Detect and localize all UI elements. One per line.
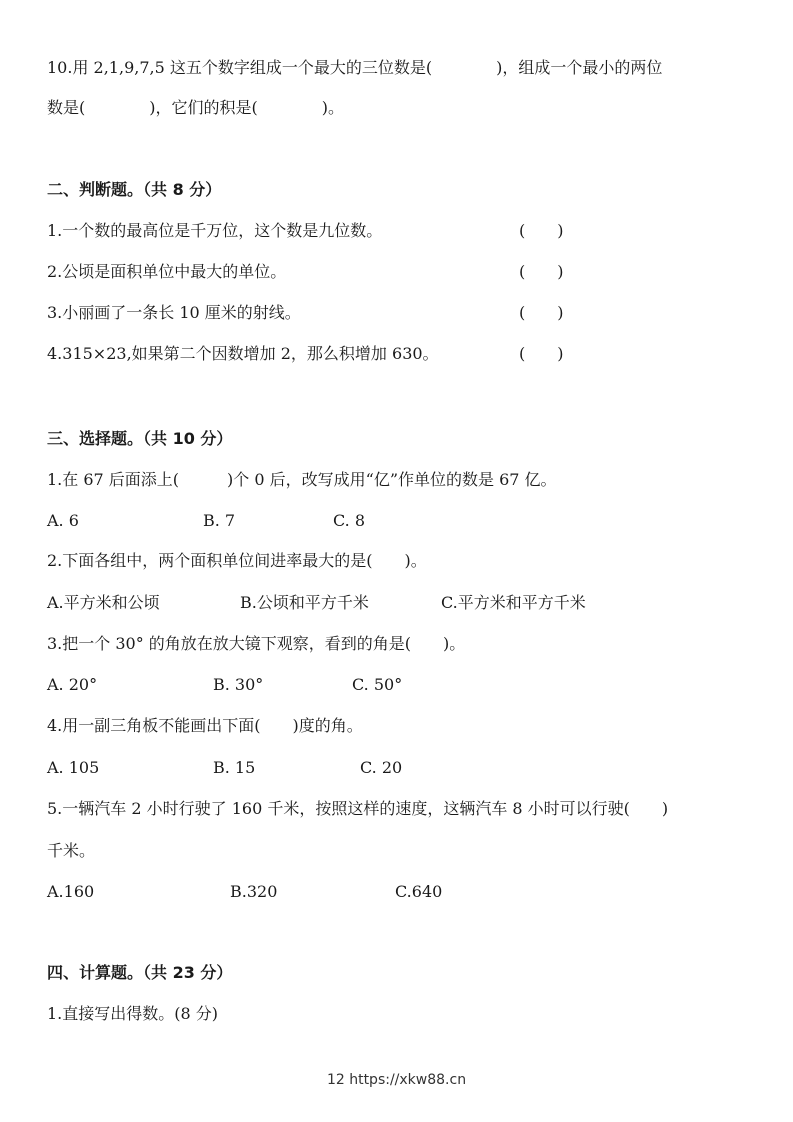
- choice-q2: 2.下面各组中，两个面积单位间进率最大的是( )。: [47, 551, 427, 570]
- choice-q5-option-b: B.320: [230, 882, 278, 901]
- choice-q5-line1: 5.一辆汽车 2 小时行驶了 160 千米，按照这样的速度，这辆汽车 8 小时可以行驶( ): [47, 799, 669, 818]
- choice-q1-option-a: A. 6: [47, 511, 79, 530]
- choice-q4-option-c: C. 20: [360, 758, 403, 777]
- choice-q2-option-a: A.平方米和公顷: [47, 593, 160, 612]
- section-calc-title: 四、计算题。（共 23 分）: [47, 963, 233, 982]
- choice-q1: 1.在 67 后面添上( )个 0 后，改写成用“亿”作单位的数是 67 亿。: [47, 470, 557, 489]
- choice-q3-option-c: C. 50°: [352, 675, 403, 694]
- choice-q4: 4.用一副三角板不能画出下面( )度的角。: [47, 716, 363, 735]
- judge-item-4: 4.315×23,如果第二个因数增加 2，那么积增加 630。: [47, 344, 439, 363]
- judge-answer-2: ( ): [519, 262, 564, 281]
- judge-item-1: 1.一个数的最高位是千万位，这个数是九位数。: [47, 221, 383, 240]
- section-choice-title: 三、选择题。（共 10 分）: [47, 429, 233, 448]
- judge-answer-3: ( ): [519, 303, 564, 322]
- q10-line1: 10.用 2,1,9,7,5 这五个数字组成一个最大的三位数是( )，组成一个最小的两位: [47, 58, 663, 77]
- choice-q5-option-c: C.640: [395, 882, 443, 901]
- judge-item-3: 3.小丽画了一条长 10 厘米的射线。: [47, 303, 301, 322]
- section-judge-title: 二、判断题。（共 8 分）: [47, 180, 222, 199]
- choice-q3-option-a: A. 20°: [47, 675, 98, 694]
- choice-q4-option-a: A. 105: [47, 758, 100, 777]
- judge-answer-4: ( ): [519, 344, 564, 363]
- choice-q1-option-b: B. 7: [203, 511, 236, 530]
- choice-q5-line2: 千米。: [47, 841, 96, 860]
- page-footer: 12 https://xkw88.cn: [326, 1072, 467, 1088]
- judge-item-2: 2.公顷是面积单位中最大的单位。: [47, 262, 287, 281]
- calc-q1: 1.直接写出得数。(8 分): [47, 1004, 219, 1023]
- choice-q3-option-b: B. 30°: [213, 675, 264, 694]
- choice-q3: 3.把一个 30° 的角放在放大镜下观察，看到的角是( )。: [47, 634, 466, 653]
- q10-line2: 数是( )，它们的积是( )。: [47, 98, 344, 117]
- choice-q5-option-a: A.160: [47, 882, 95, 901]
- choice-q2-option-c: C.平方米和平方千米: [441, 593, 586, 612]
- judge-answer-1: ( ): [519, 221, 564, 240]
- choice-q4-option-b: B. 15: [213, 758, 256, 777]
- choice-q2-option-b: B.公顷和平方千米: [240, 593, 369, 612]
- choice-q1-option-c: C. 8: [333, 511, 366, 530]
